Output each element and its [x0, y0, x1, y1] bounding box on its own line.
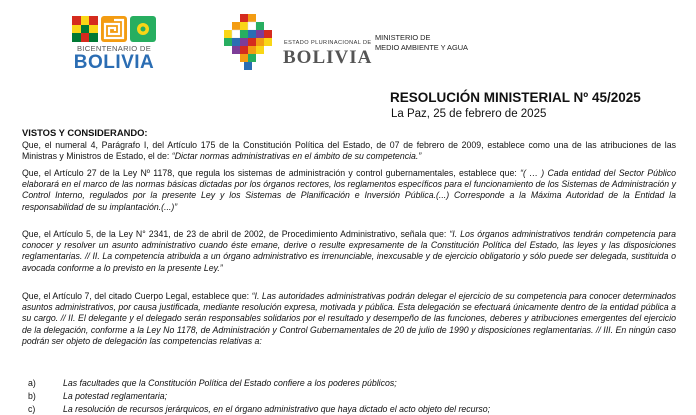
estado-word: BOLIVIA	[283, 47, 373, 68]
bicentenario-word: BOLIVIA	[73, 52, 155, 73]
section-heading: VISTOS Y CONSIDERANDO:	[22, 127, 148, 138]
bicentenario-emblem	[62, 14, 166, 42]
list-marker: b)	[28, 390, 36, 401]
paragraph	[22, 291, 676, 347]
paragraph-lead: Que, el Artículo 7, del citado Cuerpo Legal, establece que:	[22, 291, 252, 301]
paragraph-lead: Que, el numeral 4, Parágrafo I, del Artículo 175 de la Constitución Política del Estado, de 07 de febrero de 2009, establece como una de las atribuciones de las Ministras y Ministros de Estado, el de:	[22, 140, 676, 162]
estado-label: ESTADO PLURINACIONAL DE	[284, 40, 372, 46]
paragraph-quote: “Dictar normas administrativas en el ámbito de su competencia.”	[171, 151, 422, 162]
list-item-text: Las facultades que la Constitución Política del Estado confiere a los poderes públicos;	[63, 378, 397, 388]
ministry-line-1: MINISTERIO DE	[375, 33, 431, 42]
ministry-name	[375, 33, 468, 52]
paragraph-quote: “( … ) Cada entidad del Sector Público elaborará en el marco de las normas básicas dictadas por los órganos rectores, los reglamentos específicos para el funcionamiento de los Sistemas de Administración y Control Interno, regulados por la presente Ley y los Sistemas de Planificación e Inversión Pública.(...) Corresponde a la Máxima Autoridad de la Entidad la responsabilidad de su implantación.(...)”	[22, 168, 676, 212]
checker-flag-icon	[72, 16, 98, 42]
list-item-text: La resolución de recursos jerárquicos, en el órgano administrativo que haya dictado el acto objeto del recurso;	[63, 403, 491, 414]
list-marker: c)	[28, 403, 36, 414]
paragraph	[22, 229, 676, 274]
ministry-line-2: MEDIO AMBIENTE Y AGUA	[375, 42, 468, 52]
paragraph-lead: Que, el Artículo 27 de la Ley Nº 1178, que regula los sistemas de administración y control gubernamentales, establece que:	[22, 168, 521, 178]
paragraph	[22, 140, 676, 162]
list-item-text: La potestad reglamentaria;	[63, 390, 168, 401]
estado-plurinacional-logo	[222, 14, 373, 74]
paragraph	[22, 168, 676, 213]
paragraph-quote: “I. Los órganos administrativos tendrán competencia para conocer y resolver un asunto administrativo cuando éste emane, derive o resulte expresamente de la Constitución Política del Estado, las leyes y las disposiciones reglamentarias. // II. La competencia atribuida a un órgano administrativo es irrenunciable, inexcusable y de ejercicio obligatorio y sólo puede ser delegada, sustituida o avocada conforme a lo previsto en la presente Ley.”	[22, 229, 676, 273]
bicentenario-label: BICENTENARIO DE	[76, 44, 152, 53]
sun-icon	[130, 16, 156, 42]
spiral-icon	[101, 16, 127, 42]
resolution-title: RESOLUCIÓN MINISTERIAL Nº 45/2025	[390, 90, 641, 105]
list-item	[22, 377, 676, 390]
bicentenario-logo	[62, 14, 166, 74]
competence-list	[22, 377, 676, 415]
resolution-date: La Paz, 25 de febrero de 2025	[391, 108, 547, 120]
wiphala-mosaic-icon	[222, 14, 278, 74]
list-item	[22, 403, 676, 415]
paragraph-quote: “I. Las autoridades administrativas podrán delegar el ejercicio de su competencia para conocer determinados asuntos administrativos, por causa justificada, mediante resolución expresa, motivada y pública. Esta delegación se efectuará únicamente dentro de la entidad pública a su cargo. // II. El delegante y el delegado serán responsables solidarios por el resultado y desempeño de las funciones, deberes y atribuciones emergentes del ejercicio de la delegación, conforme a la Ley No 1178, de Administración y Control Gubernamentales de 20 de julio de 1990 y disposiciones reglamentarias. // III. En ningún caso podrán ser objeto de delegación las competencias relativas a:	[22, 291, 677, 346]
list-marker: a)	[28, 378, 36, 388]
list-item	[22, 390, 676, 403]
paragraph-lead: Que, el Artículo 5, de la Ley N° 2341, de 23 de abril de 2002, de Procedimiento Administrativo, señala que:	[22, 229, 450, 239]
